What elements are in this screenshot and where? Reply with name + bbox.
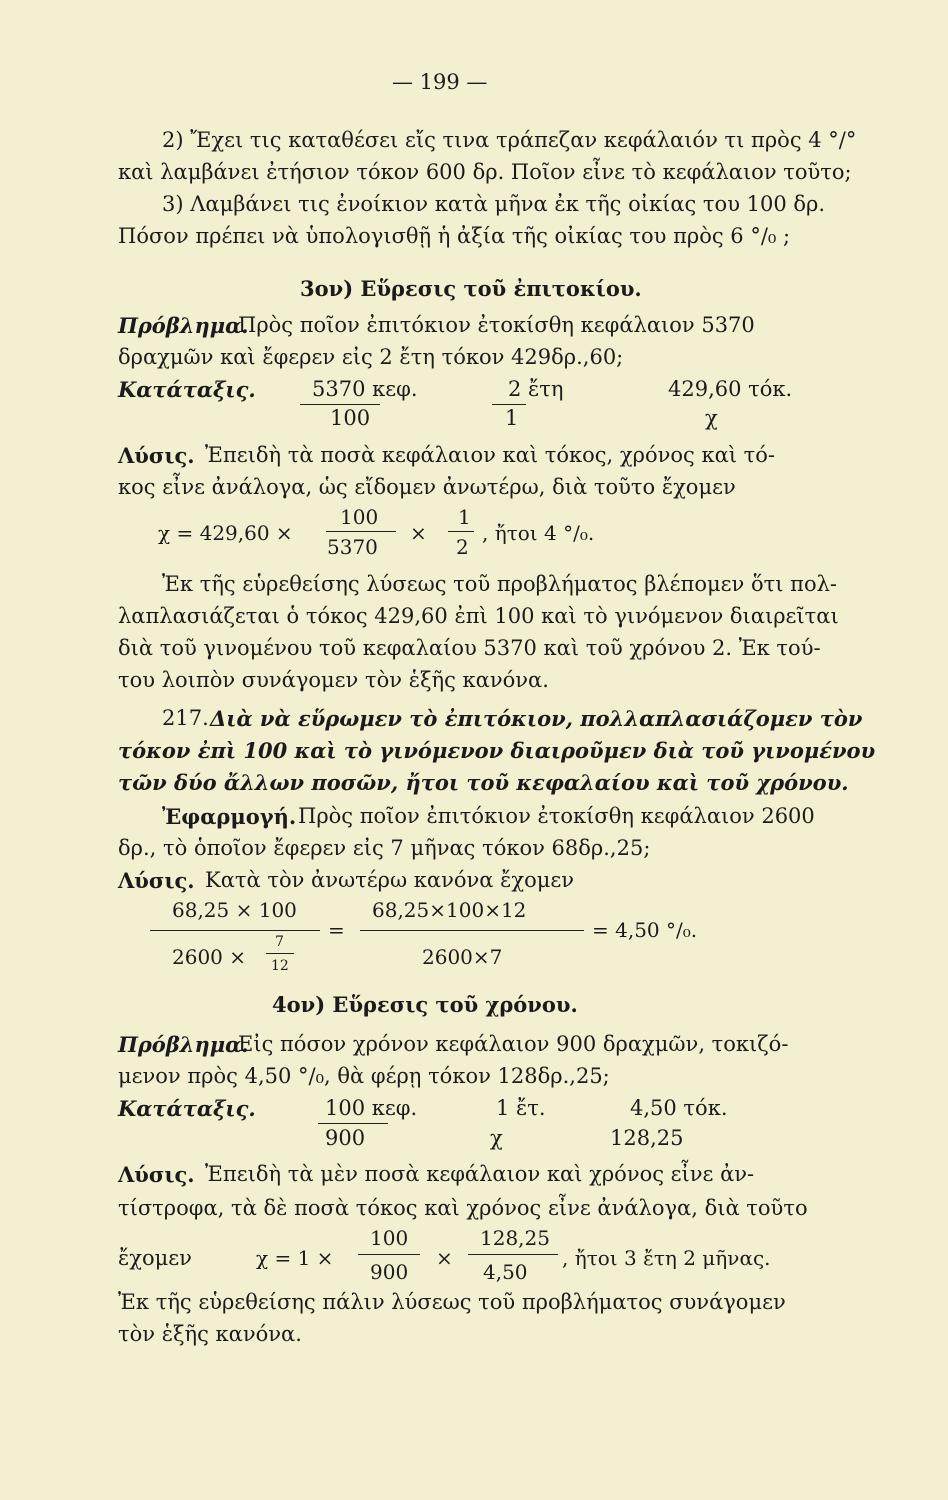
problem-text: Πρὸς ποῖον ἐπιτόκιον ἐτοκίσθη κεφάλαιον 5370 bbox=[238, 313, 755, 337]
application-label: Ἐφαρμογή. bbox=[162, 804, 297, 829]
formula-3-num-1: 100 bbox=[370, 1226, 409, 1250]
arrangement-100: 100 bbox=[330, 406, 371, 430]
exercise-2-line-2: καὶ λαμβάνει ἐτήσιον τόκον 600 δρ. Ποῖον εἶνε τὸ κεφάλαιον τοῦτο; bbox=[118, 160, 852, 184]
exercise-2-line-1: 2) Ἔχει τις καταθέσει εἴς τινα τράπεζαν κεφάλαιόν τι πρὸς 4 °/° bbox=[162, 128, 857, 152]
formula-3-pre: ἔχομεν bbox=[118, 1246, 192, 1270]
remark-line-2: λαπλασιάζεται ὁ τόκος 429,60 ἐπὶ 100 καὶ τὸ γινόμενον διαιρεῖται bbox=[118, 604, 839, 628]
arrangement-2-years: 1 ἔτ. bbox=[496, 1096, 546, 1120]
formula-3-result: , ἤτοι 3 ἔτη 2 μῆνας. bbox=[562, 1246, 771, 1270]
formula-1-result: , ἤτοι 4 °/₀. bbox=[482, 521, 595, 545]
solution-3-text: Ἐπειδὴ τὰ μὲν ποσὰ κεφάλαιον καὶ χρόνος εἶνε ἀν- bbox=[205, 1162, 755, 1186]
formula-2-result: = 4,50 °/₀. bbox=[592, 918, 698, 942]
remark-line-3: διὰ τοῦ γινομένου τοῦ κεφαλαίου 5370 καὶ τοῦ χρόνου 2. Ἐκ τού- bbox=[118, 636, 821, 660]
formula-2-den-2: 2600×7 bbox=[422, 945, 503, 969]
arrangement-2-rule-1 bbox=[318, 1123, 388, 1124]
solution-label: Λύσις. bbox=[118, 443, 195, 468]
formula-1-num-1: 100 bbox=[340, 505, 379, 529]
rule-line-3: τῶν δύο ἄλλων ποσῶν, ἤτοι τοῦ κεφαλαίου καὶ τοῦ χρόνου. bbox=[118, 770, 849, 795]
formula-1-den-2: 2 bbox=[456, 535, 469, 559]
arrangement-2-interest: 4,50 τόκ. bbox=[630, 1096, 728, 1120]
section-heading-interest-rate: 3ον) Εὕρεσις τοῦ ἐπιτοκίου. bbox=[300, 276, 642, 301]
formula-2-equals: = bbox=[328, 918, 345, 942]
formula-2-bar-1 bbox=[150, 930, 320, 931]
arrangement-label: Κατάταξις. bbox=[118, 377, 256, 402]
formula-3-bar-2 bbox=[468, 1254, 558, 1255]
formula-2-num-2: 68,25×100×12 bbox=[372, 898, 527, 922]
formula-3-den-2: 4,50 bbox=[483, 1260, 528, 1284]
solution-text: Ἐπειδὴ τὰ ποσὰ κεφάλαιον καὶ τόκος, χρόνος καὶ τό- bbox=[205, 443, 776, 467]
formula-1-num-2: 1 bbox=[458, 505, 471, 529]
conclusion-line-2: τὸν ἑξῆς κανόνα. bbox=[118, 1322, 302, 1346]
formula-1-bar-1 bbox=[326, 531, 396, 532]
solution-3-label: Λύσις. bbox=[118, 1162, 195, 1187]
application-text: Πρὸς ποῖον ἐπιτόκιον ἐτοκίσθη κεφάλαιον 2600 bbox=[298, 804, 815, 828]
formula-2-den-frac-num: 7 bbox=[275, 934, 284, 950]
formula-1-bar-2 bbox=[448, 531, 474, 532]
formula-1-times: × bbox=[410, 521, 427, 545]
section-heading-time: 4ον) Εὕρεσις τοῦ χρόνου. bbox=[272, 992, 578, 1017]
solution-3-text-cont: τίστροφα, τὰ δὲ ποσὰ τόκος καὶ χρόνος εἶνε ἀνάλογα, διὰ τοῦτο bbox=[118, 1196, 808, 1220]
formula-2-den-1: 2600 × bbox=[172, 945, 247, 969]
problem-text-cont: δραχμῶν καὶ ἔφερεν εἰς 2 ἔτη τόκον 429δρ.,60; bbox=[118, 345, 624, 369]
arrangement-2-900: 900 bbox=[325, 1126, 366, 1150]
formula-1-left: χ = 429,60 × bbox=[158, 521, 293, 545]
solution-text-cont: κος εἶνε ἀνάλογα, ὡς εἴδομεν ἀνωτέρω, διὰ τοῦτο ἔχομεν bbox=[118, 475, 736, 499]
problem-2-text-cont: μενον πρὸς 4,50 °/₀, θὰ φέρῃ τόκον 128δρ.,25; bbox=[118, 1064, 610, 1088]
formula-2-bar-2 bbox=[360, 930, 584, 931]
arrangement-rule-2 bbox=[492, 404, 526, 405]
conclusion-line-1: Ἐκ τῆς εὑρεθείσης πάλιν λύσεως τοῦ προβλήματος συνάγομεν bbox=[118, 1290, 786, 1314]
arrangement-years: 2 ἔτη bbox=[508, 377, 564, 401]
rule-line-2: τόκον ἐπὶ 100 καὶ τὸ γινόμενον διαιροῦμεν διὰ τοῦ γινομένου bbox=[118, 738, 876, 763]
remark-line-4: του λοιπὸν συνάγομεν τὸν ἑξῆς κανόνα. bbox=[118, 668, 549, 692]
arrangement-2-capital: 100 κεφ. bbox=[325, 1096, 418, 1120]
arrangement-2-x: χ bbox=[490, 1126, 503, 1150]
arrangement-capital: 5370 κεφ. bbox=[312, 377, 418, 401]
rule-number: 217. bbox=[162, 706, 209, 730]
solution-2-label: Λύσις. bbox=[118, 868, 195, 893]
problem-2-text: Εἰς πόσον χρόνον κεφάλαιον 900 δραχμῶν, τοκιζό- bbox=[238, 1032, 789, 1056]
formula-1-den-1: 5370 bbox=[327, 535, 378, 559]
arrangement-2-128: 128,25 bbox=[610, 1126, 684, 1150]
formula-2-num-1: 68,25 × 100 bbox=[172, 898, 297, 922]
problem-label: Πρόβλημα. bbox=[118, 313, 249, 338]
exercise-3-line-1: 3) Λαμβάνει τις ἐνοίκιον κατὰ μῆνα ἐκ τῆς οἰκίας του 100 δρ. bbox=[162, 192, 826, 216]
formula-2-den-frac-den: 12 bbox=[271, 958, 289, 974]
formula-2-den-frac-bar bbox=[266, 953, 294, 954]
application-text-cont: δρ., τὸ ὁποῖον ἔφερεν εἰς 7 μῆνας τόκον 68δρ.,25; bbox=[118, 836, 651, 860]
arrangement-x: χ bbox=[705, 406, 718, 430]
exercise-3-line-2: Πόσον πρέπει νὰ ὑπολογισθῇ ἡ ἀξία τῆς οἰκίας του πρὸς 6 °/₀ ; bbox=[118, 224, 791, 248]
solution-2-text: Κατὰ τὸν ἀνωτέρω κανόνα ἔχομεν bbox=[205, 868, 575, 892]
formula-3-den-1: 900 bbox=[370, 1260, 409, 1284]
rule-line-1: Διὰ νὰ εὕρωμεν τὸ ἐπιτόκιον, πολλαπλασιάζομεν τὸν bbox=[210, 706, 863, 731]
page-number: — 199 — bbox=[392, 70, 488, 94]
arrangement-rule-1 bbox=[300, 404, 380, 405]
arrangement-1: 1 bbox=[505, 406, 519, 430]
arrangement-2-label: Κατάταξις. bbox=[118, 1096, 256, 1121]
problem-2-label: Πρόβλημα. bbox=[118, 1032, 249, 1057]
formula-3-left: χ = 1 × bbox=[256, 1246, 334, 1270]
formula-3-num-2: 128,25 bbox=[480, 1226, 550, 1250]
arrangement-interest: 429,60 τόκ. bbox=[668, 377, 793, 401]
remark-line-1: Ἐκ τῆς εὑρεθείσης λύσεως τοῦ προβλήματος βλέπομεν ὅτι πολ- bbox=[162, 572, 837, 596]
formula-3-bar-1 bbox=[358, 1254, 420, 1255]
formula-3-times: × bbox=[436, 1246, 453, 1270]
